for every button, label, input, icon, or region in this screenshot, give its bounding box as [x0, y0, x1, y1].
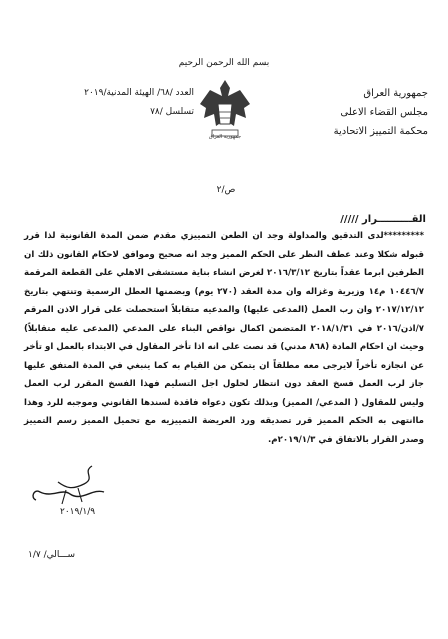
country-name: جمهورية العراق — [363, 88, 428, 99]
serial-number: تسلسل /٧٨ — [150, 107, 194, 117]
court-name: محكمة التمييز الاتحادية — [333, 126, 428, 137]
council-name: مجلس القضاء الاعلى — [340, 107, 428, 118]
basmala: بسم الله الرحمن الرحيم — [178, 58, 270, 68]
case-number: العدد /٦٨/ الهيئة المدنية/٢٠١٩ — [84, 88, 194, 98]
reference-header — [24, 84, 194, 122]
footer-serial: ســـالي/ ١/٧ — [28, 550, 76, 560]
decision-body: *********لدى التدقيق والمداولة وجد ان الطعن التمييزي مقدم ضمن المدة القانونية لذا قرر قبوله شكلا وعند عطف النظر على الحكم المميز وجد انه صحيح وموافق لاحكام القانون ذلك ان الطرفين ابرما عقداً بتاريخ ٢٠١٦/٣/١٢ لغرض انشاء بناية مستشفى الاهلي على القطعة المرقمة ١٠٤٤٦/٧ م١٤ وزيرية وغزاله وان مدة العقد (٢٧٠ يوم) ويضمنها العطل الرسمية وتنتهي بتاريخ ٢٠١٧/١٢/١٢ وان رب العمل (المدعى عليها) والمدعيه متقابلاً استحصلت على قرار الاذن المرقم ٧/اذن/٢٠١٦ في ٢٠١٨/١/٣١ المتضمن اكمال نواقص البناء على المدعي (المدعى عليه متقابلاً) وحيث ان احكام المادة (٨٦٨ مدني) قد نصت على انه اذا تأخر المقاول في الابتداء بالعمل او تأخر عن انجازه تأخراً لايرجى معه مطلقاً ان يتمكن من القيام به كما ينبغي في المدة المتفق عليها جاز لرب العمل فسخ العقد دون انتظار لحلول اجل التسليم فهذا الفسخ المقرر لرب العمل وليس للمقاول ( المدعي/ المميز) وبذلك تكون دعواه فاقدة لسندها القانوني وموجبه للرد وهذا ماانتهى به الحكم المميز قرر تصديقه ورد العريضة التمييزيه مع تحميل المميز رسم التمييز وصدر القرار بالاتفاق في ٢٠١٩/١/٣م. — [24, 231, 424, 445]
signature-date: ٢٠١٩/١/٩ — [60, 507, 96, 517]
page-number: ص/٢ — [216, 185, 236, 195]
decision-title: القــــــــــرار ///// — [340, 214, 426, 225]
emblem-caption: جمهورية العراق — [208, 134, 242, 140]
issuer-header — [288, 84, 428, 141]
